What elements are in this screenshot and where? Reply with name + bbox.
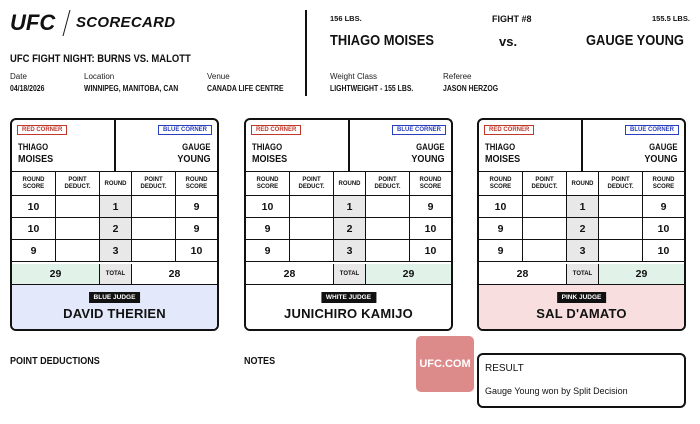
score-cell: 10 <box>657 244 670 257</box>
judge-area <box>246 285 451 329</box>
score-cell <box>56 196 100 217</box>
score-cell <box>599 218 643 239</box>
red-total: 29 <box>12 264 100 284</box>
score-cell <box>366 218 410 239</box>
column-header: ROUND <box>567 172 599 196</box>
red-corner-name <box>485 141 526 165</box>
score-cell: 2 <box>567 218 599 239</box>
column-header: POINT DEDUCT. <box>523 172 567 196</box>
blue-fighter-name: GAUGE YOUNG <box>586 32 684 49</box>
referee-label: Referee <box>443 72 472 81</box>
red-first-name: THIAGO <box>485 142 516 152</box>
corner-split <box>114 120 116 172</box>
score-cell: 10 <box>479 196 523 217</box>
column-header: POINT DEDUCT. <box>56 172 100 196</box>
red-first-name: THIAGO <box>18 142 49 152</box>
red-total: 28 <box>246 264 334 284</box>
round-row <box>246 196 451 218</box>
blue-first-name: GAUGE <box>182 142 211 152</box>
score-cell: 9 <box>246 218 290 239</box>
blue-corner-name <box>406 141 445 165</box>
score-cell: 3 <box>100 240 132 261</box>
score-cell: 9 <box>246 240 290 261</box>
score-cell <box>290 196 334 217</box>
score-cell: 2 <box>334 218 366 239</box>
score-cell: 10 <box>424 244 437 257</box>
red-corner-badge: RED CORNER <box>251 125 301 135</box>
venue-label: Venue <box>207 72 230 81</box>
score-cell: 9 <box>193 222 200 235</box>
red-last-name: MOISES <box>485 153 521 165</box>
scorecard-white-judge <box>244 118 453 331</box>
round-row <box>12 218 217 240</box>
ufc-logo <box>10 10 68 34</box>
blue-last-name: YOUNG <box>177 153 211 165</box>
score-cell: 9 <box>427 200 434 213</box>
judge-name: JUNICHIRO KAMIJO <box>284 306 413 321</box>
venue-value: CANADA LIFE CENTRE <box>207 84 284 93</box>
score-cell: 1 <box>100 196 132 217</box>
column-header-row <box>479 172 684 196</box>
column-header: ROUND SCORE <box>652 177 675 190</box>
blue-corner-badge: BLUE CORNER <box>392 125 446 135</box>
round-row <box>246 218 451 240</box>
judge-badge: BLUE JUDGE <box>89 292 141 303</box>
weight-class-label: Weight Class <box>330 72 377 81</box>
judge-name: SAL D'AMATO <box>536 306 627 321</box>
result-box <box>477 353 686 408</box>
corner-split <box>348 120 350 172</box>
blue-total: 28 <box>168 268 181 280</box>
score-cell: 3 <box>567 240 599 261</box>
date-value: 04/18/2026 <box>10 84 45 93</box>
column-header: POINT DEDUCT. <box>132 172 176 196</box>
blue-weight: 155.5 LBS. <box>652 14 690 23</box>
result-title: RESULT <box>485 363 524 374</box>
column-header-row <box>246 172 451 196</box>
judge-area <box>12 285 217 329</box>
round-row <box>479 218 684 240</box>
blue-total: 29 <box>599 264 684 284</box>
score-cell: 3 <box>334 240 366 261</box>
red-first-name: THIAGO <box>252 142 283 152</box>
score-cell <box>56 240 100 261</box>
notes-label: NOTES <box>244 355 276 367</box>
total-row <box>479 264 684 285</box>
column-header: ROUND SCORE <box>419 177 442 190</box>
judge-badge: WHITE JUDGE <box>321 292 376 303</box>
score-cell <box>132 218 176 239</box>
red-corner-name <box>252 141 293 165</box>
score-cell <box>366 196 410 217</box>
total-row <box>246 264 451 285</box>
blue-corner-badge: BLUE CORNER <box>625 125 679 135</box>
date-label: Date <box>10 72 27 81</box>
round-row <box>479 196 684 218</box>
column-header-row <box>12 172 217 196</box>
blue-first-name: GAUGE <box>649 142 678 152</box>
fight-number: FIGHT #8 <box>492 14 532 24</box>
column-header: ROUND SCORE <box>246 172 290 196</box>
blue-last-name: YOUNG <box>644 153 678 165</box>
corner-row <box>246 120 451 172</box>
blue-last-name: YOUNG <box>411 153 445 165</box>
column-header: POINT DEDUCT. <box>290 172 334 196</box>
score-cell: 9 <box>12 240 56 261</box>
score-cell <box>523 240 567 261</box>
score-cell <box>290 240 334 261</box>
total-label: TOTAL <box>100 264 132 284</box>
ufc-com-badge: UFC.COM <box>416 336 474 392</box>
score-cell <box>523 218 567 239</box>
judge-badge: PINK JUDGE <box>557 292 607 303</box>
blue-first-name: GAUGE <box>416 142 445 152</box>
blue-corner-badge: BLUE CORNER <box>158 125 212 135</box>
blue-corner-name <box>639 141 678 165</box>
red-weight: 156 LBS. <box>330 14 362 23</box>
scorecard-blue-judge <box>10 118 219 331</box>
score-cell: 10 <box>190 244 203 257</box>
score-cell: 1 <box>567 196 599 217</box>
location-label: Location <box>84 72 115 81</box>
red-last-name: MOISES <box>18 153 54 165</box>
red-total: 28 <box>479 264 567 284</box>
corner-row <box>12 120 217 172</box>
judge-name: DAVID THERIEN <box>63 306 166 321</box>
score-cell: 2 <box>100 218 132 239</box>
score-cell <box>366 240 410 261</box>
total-row <box>12 264 217 285</box>
weight-class-value: LIGHTWEIGHT - 155 LBS. <box>330 84 414 93</box>
round-row <box>12 240 217 262</box>
red-corner-badge: RED CORNER <box>484 125 534 135</box>
score-cell: 10 <box>424 222 437 235</box>
score-cell <box>599 240 643 261</box>
round-row <box>479 240 684 262</box>
score-cell: 10 <box>657 222 670 235</box>
score-cell: 10 <box>12 196 56 217</box>
referee-value: JASON HERZOG <box>443 84 499 93</box>
blue-total: 29 <box>366 264 451 284</box>
column-header: ROUND <box>100 172 132 196</box>
total-label: TOTAL <box>567 264 599 284</box>
corner-split <box>581 120 583 172</box>
vs-label: vs. <box>499 34 518 49</box>
column-header: POINT DEDUCT. <box>599 172 643 196</box>
score-cell <box>56 218 100 239</box>
corner-row <box>479 120 684 172</box>
score-cell: 10 <box>246 196 290 217</box>
score-cell: 1 <box>334 196 366 217</box>
red-corner-name <box>18 141 59 165</box>
score-cell: 10 <box>12 218 56 239</box>
score-cell <box>132 196 176 217</box>
column-header: ROUND SCORE <box>479 172 523 196</box>
ufc-logo-text: UFC <box>10 10 56 34</box>
red-last-name: MOISES <box>252 153 288 165</box>
score-cell: 9 <box>660 200 667 213</box>
score-cell <box>290 218 334 239</box>
score-cell <box>132 240 176 261</box>
round-row <box>246 240 451 262</box>
score-cell <box>523 196 567 217</box>
scorecard-pink-judge <box>477 118 686 331</box>
judge-area <box>479 285 684 329</box>
location-value: WINNIPEG, MANITOBA, CAN <box>84 84 179 93</box>
column-header: ROUND SCORE <box>185 177 208 190</box>
total-label: TOTAL <box>334 264 366 284</box>
column-header: ROUND SCORE <box>12 172 56 196</box>
result-text: Gauge Young won by Split Decision <box>485 386 628 396</box>
point-deductions-label: POINT DEDUCTIONS <box>10 355 100 367</box>
scorecard-title: SCORECARD <box>76 14 176 31</box>
blue-corner-name <box>172 141 211 165</box>
red-fighter-name: THIAGO MOISES <box>330 32 434 49</box>
score-cell: 9 <box>193 200 200 213</box>
score-cell <box>599 196 643 217</box>
column-header: ROUND <box>334 172 366 196</box>
score-cell: 9 <box>479 218 523 239</box>
column-header: POINT DEDUCT. <box>366 172 410 196</box>
header-divider <box>305 10 307 96</box>
round-row <box>12 196 217 218</box>
event-name: UFC FIGHT NIGHT: BURNS VS. MALOTT <box>10 53 191 65</box>
score-cell: 9 <box>479 240 523 261</box>
red-corner-badge: RED CORNER <box>17 125 67 135</box>
